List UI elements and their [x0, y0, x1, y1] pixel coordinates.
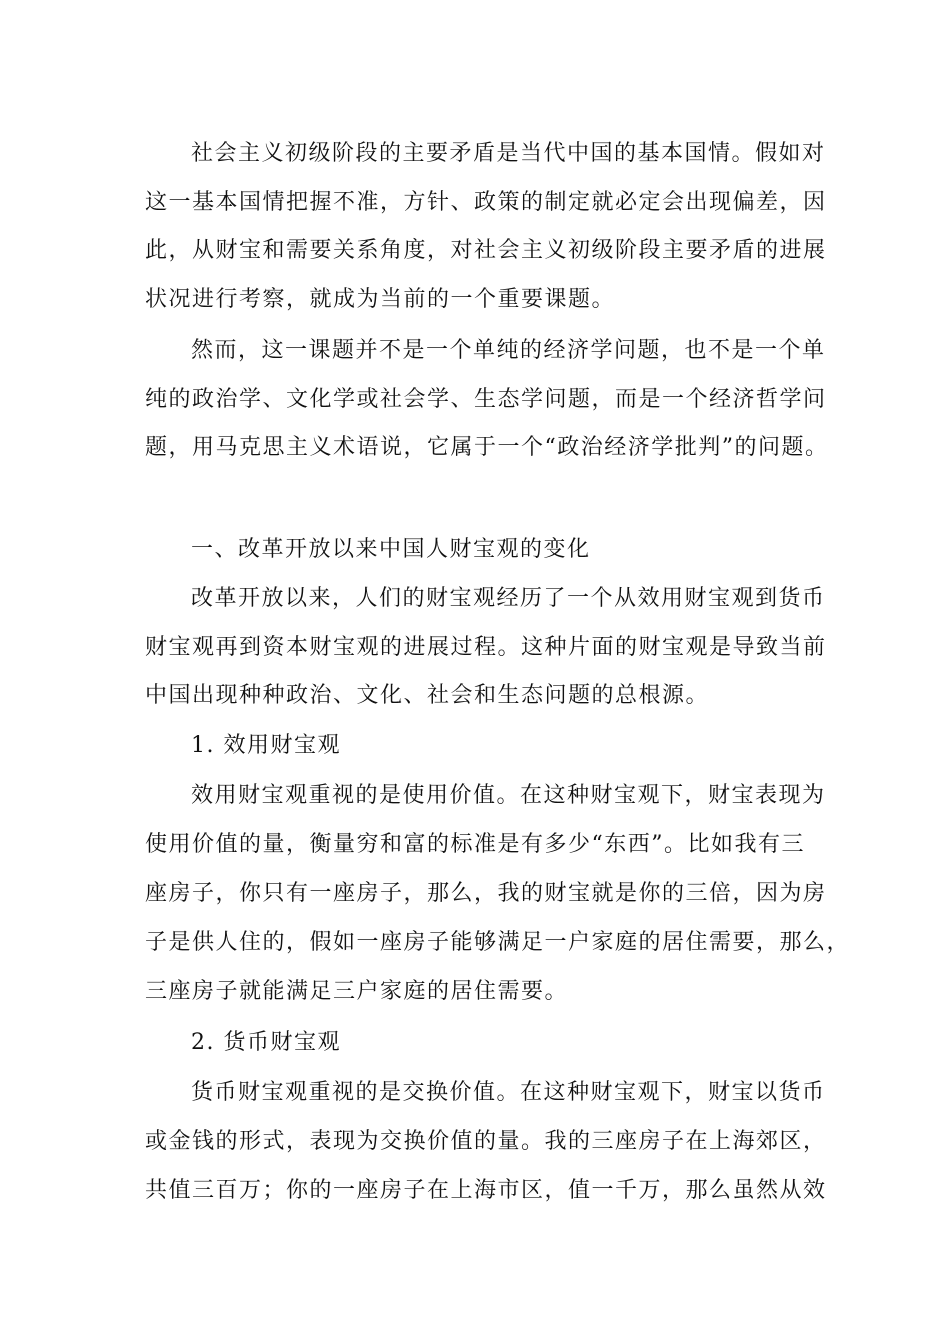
paragraph-line: 然而，这一课题并不是一个单纯的经济学问题，也不是一个单	[191, 338, 826, 363]
paragraph-line: 使用价值的量，衡量穷和富的标准是有多少“东西”。比如我有三	[145, 832, 805, 857]
paragraph-line: 座房子，你只有一座房子，那么，我的财宝就是你的三倍，因为房	[145, 881, 827, 906]
subsection-heading: 1. 效用财宝观	[191, 733, 341, 758]
section-heading: 一、改革开放以来中国人财宝观的变化	[191, 537, 591, 562]
paragraph-line: 财宝观再到资本财宝观的进展过程。这种片面的财宝观是导致当前	[145, 635, 827, 660]
paragraph-line: 题，用马克思主义术语说，它属于一个“政治经济学批判”的问题。	[145, 435, 829, 460]
paragraph-line: 子是供人住的，假如一座房子能够满足一户家庭的居住需要，那么，	[145, 930, 851, 955]
paragraph-line: 纯的政治学、文化学或社会学、生态学问题，而是一个经济哲学问	[145, 387, 827, 412]
paragraph-line: 中国出现种种政治、文化、社会和生态问题的总根源。	[145, 683, 710, 708]
paragraph-line: 这一基本国情把握不准，方针、政策的制定就必定会出现偏差，因	[145, 190, 827, 215]
paragraph-line: 状况进行考察，就成为当前的一个重要课题。	[145, 287, 616, 312]
paragraph-line: 共值三百万；你的一座房子在上海市区，值一千万，那么虽然从效	[145, 1178, 827, 1203]
paragraph-line: 社会主义初级阶段的主要矛盾是当代中国的基本国情。假如对	[191, 141, 826, 166]
subsection-heading: 2. 货币财宝观	[191, 1030, 341, 1055]
paragraph-line: 三座房子就能满足三户家庭的居住需要。	[145, 979, 569, 1004]
paragraph-line: 效用财宝观重视的是使用价值。在这种财宝观下，财宝表现为	[191, 783, 826, 808]
paragraph-line: 货币财宝观重视的是交换价值。在这种财宝观下，财宝以货币	[191, 1080, 826, 1105]
paragraph-line: 改革开放以来，人们的财宝观经历了一个从效用财宝观到货币	[191, 586, 826, 611]
paragraph-line: 此，从财宝和需要关系角度，对社会主义初级阶段主要矛盾的进展	[145, 238, 827, 263]
paragraph-line: 或金钱的形式，表现为交换价值的量。我的三座房子在上海郊区，	[145, 1129, 827, 1154]
